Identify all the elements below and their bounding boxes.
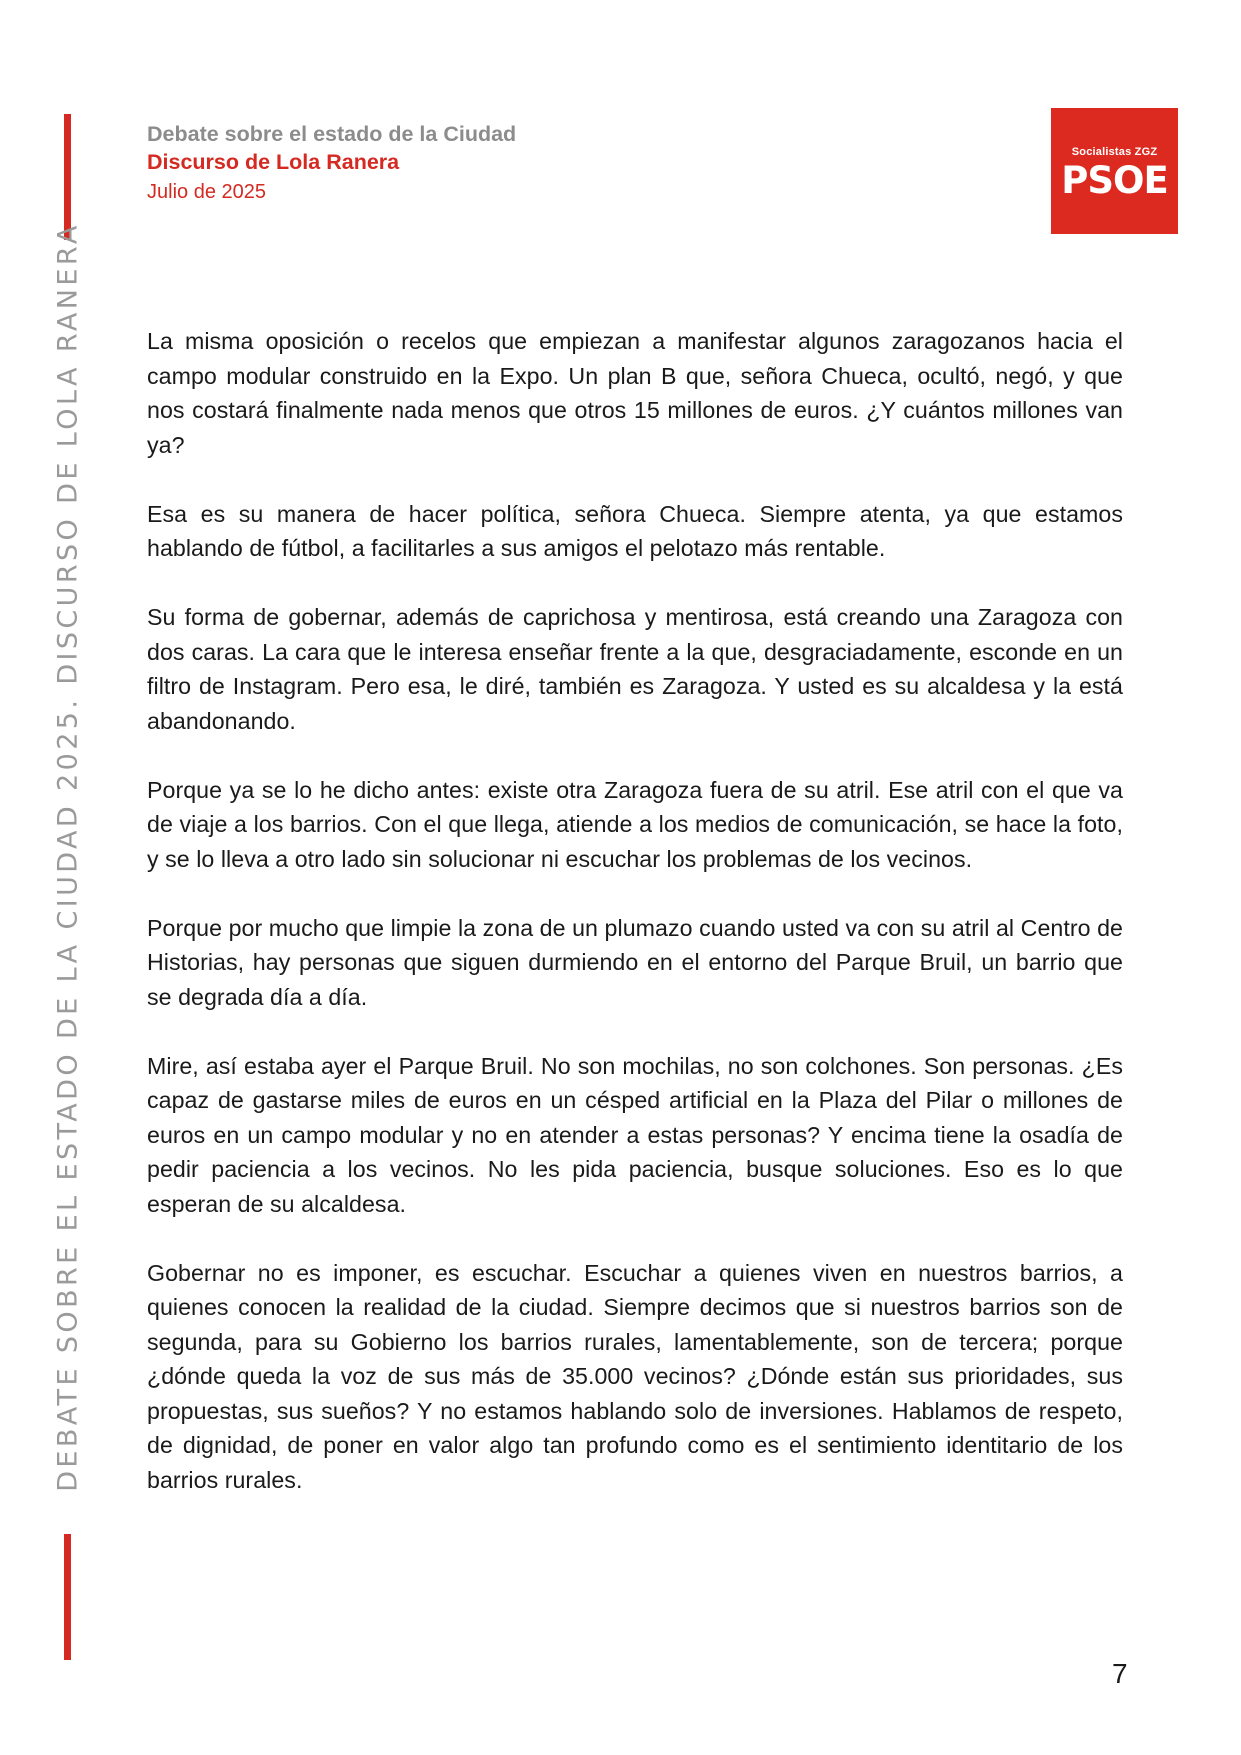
- paragraph: Su forma de gobernar, además de caprichosa y mentirosa, está creando una Zaragoza con dos caras. La cara que le interesa enseñar frente a la que, desgraciadamente, esconde en un filtro de Instagram. Pero esa, le diré, también es Zaragoza. Y usted es su alcaldesa y la está abandonando.: [147, 604, 1123, 734]
- document-title: Debate sobre el estado de la Ciudad: [147, 122, 517, 146]
- paragraph: Porque ya se lo he dicho antes: existe otra Zaragoza fuera de su atril. Ese atril con el que va de viaje a los barrios. Con el que llega, atiende a los medios de comunicación, se hace la foto, y se lo lleva a otro lado sin solucionar ni escuchar los problemas de los vecinos.: [147, 776, 1123, 872]
- paragraph: Esa es su manera de hacer política, señora Chueca. Siempre atenta, ya que estamos hablando de fútbol, a facilitarles a sus amigos el pelotazo más rentable.: [147, 500, 1123, 561]
- paragraph: Mire, así estaba ayer el Parque Bruil. No son mochilas, no son colchones. Son personas. ¿Es capaz de gastarse miles de euros en un césped artificial en la Plaza del Pilar o millones de euros en un campo modular y no en atender a estas personas? Y encima tiene la osadía de pedir paciencia a los vecinos. No les pida paciencia, busque soluciones. Eso es lo que esperan de su alcaldesa.: [147, 1052, 1123, 1217]
- page-number: 7: [1112, 1658, 1128, 1689]
- logo-small-text: Socialistas ZGZ: [1071, 146, 1158, 158]
- document-subtitle: Discurso de Lola Ranera: [147, 150, 400, 174]
- paragraph: Gobernar no es imponer, es escuchar. Escuchar a quienes viven en nuestros barrios, a quienes conocen la realidad de la ciudad. Siempre decimos que si nuestros barrios son de segunda, para su Gobierno los barrios rurales, lamentablemente, son de tercera; porque ¿dónde queda la voz de sus más de 35.000 vecinos? ¿Dónde están sus prioridades, sus propuestas, sus sueños? Y no estamos hablando solo de inversiones. Hablamos de respeto, de dignidad, de poner en valor algo tan profundo como es el sentimiento identitario de los barrios rurales.: [147, 1259, 1123, 1493]
- logo-big-text: PSOE: [1061, 159, 1168, 202]
- paragraph: La misma oposición o recelos que empiezan a manifestar algunos zaragozanos hacia el campo modular construido en la Expo. Un plan B que, señora Chueca, ocultó, negó, y que nos costará finalmente nada menos que otros 15 millones de euros. ¿Y cuántos millones van ya?: [147, 328, 1123, 458]
- paragraph: Porque por mucho que limpie la zona de un plumazo cuando usted va con su atril al Centro de Historias, hay personas que siguen durmiendo en el entorno del Parque Bruil, un barrio que se degrada día a día.: [147, 914, 1123, 1010]
- side-accent-bar-bottom: [64, 1534, 71, 1660]
- body-content: [147, 324, 1123, 1532]
- side-vertical-title: DEBATE SOBRE EL ESTADO DE LA CIUDAD 2025. DISCURSO DE LOLA RANERA: [52, 222, 84, 1492]
- page-header: [147, 120, 516, 206]
- psoe-logo: [1051, 108, 1178, 234]
- document-date: Julio de 2025: [147, 181, 266, 203]
